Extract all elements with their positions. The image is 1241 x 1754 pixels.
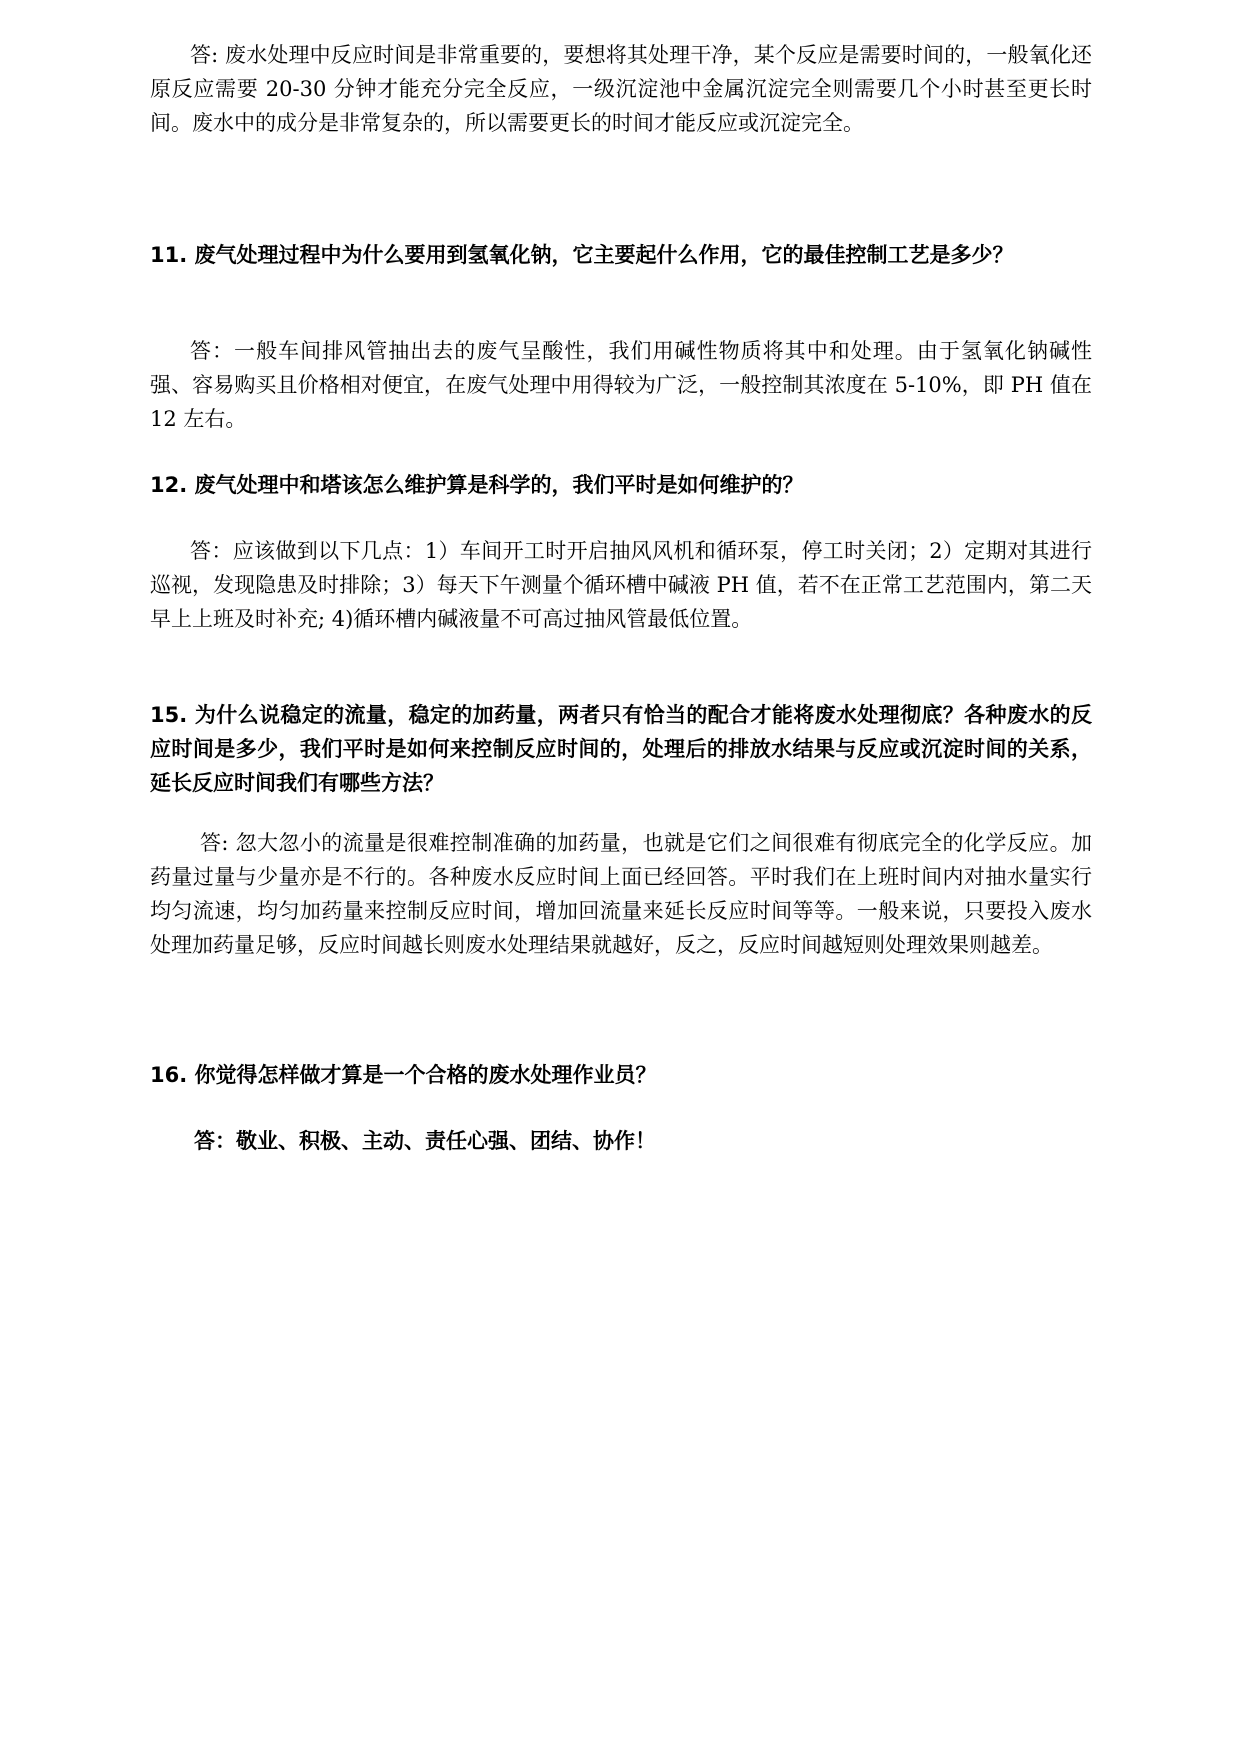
answer-12-paragraph: 答：应该做到以下几点：1）车间开工时开启抽风风机和循环泵，停工时关闭；2）定期对其进行巡视，发现隐患及时排除；3）每天下午测量个循环槽中碱液 PH 值，若不在正常工艺范围内，第二天早上上班及时补充; 4)循环槽内碱液量不可高过抽风管最低位置。 [150,539,1092,631]
answer-10-paragraph: 答: 废水处理中反应时间是非常重要的，要想将其处理干净，某个反应是需要时间的，一般氧化还原反应需要 20-30 分钟才能充分完全反应，一级沉淀池中金属沉淀完全则需要几个小时甚至更长时间。废水中的成分是非常复杂的，所以需要更长的时间才能反应或沉淀完全。 [150,43,1092,135]
question-11-heading: 11. 废气处理过程中为什么要用到氢氧化钠，它主要起什么作用，它的最佳控制工艺是多少？ [150,243,1014,267]
question-16-heading: 16. 你觉得怎样做才算是一个合格的废水处理作业员？ [150,1063,657,1087]
answer-11-paragraph: 答：一般车间排风管抽出去的废气呈酸性，我们用碱性物质将其中和处理。由于氢氧化钠碱性强、容易购买且价格相对便宜，在废气处理中用得较为广泛，一般控制其浓度在 5-10%，即 PH 值在 12 左右。 [150,339,1092,431]
question-15-heading: 15. 为什么说稳定的流量，稳定的加药量，两者只有恰当的配合才能将废水处理彻底？各种废水的反应时间是多少，我们平时是如何来控制反应时间的，处理后的排放水结果与反应或沉淀时间的关系，延长反应时间我们有哪些方法？ [150,703,1092,795]
question-12-heading: 12. 废气处理中和塔该怎么维护算是科学的，我们平时是如何维护的？ [150,473,804,497]
answer-15-paragraph: 答: 忽大忽小的流量是很难控制准确的加药量，也就是它们之间很难有彻底完全的化学反应。加药量过量与少量亦是不行的。各种废水反应时间上面已经回答。平时我们在上班时间内对抽水量实行均匀流速，均匀加药量来控制反应时间，增加回流量来延长反应时间等等。一般来说，只要投入废水处理加药量足够，反应时间越长则废水处理结果就越好，反之，反应时间越短则处理效果则越差。 [150,831,1092,957]
answer-16-paragraph: 答：敬业、积极、主动、责任心强、团结、协作！ [194,1129,656,1153]
